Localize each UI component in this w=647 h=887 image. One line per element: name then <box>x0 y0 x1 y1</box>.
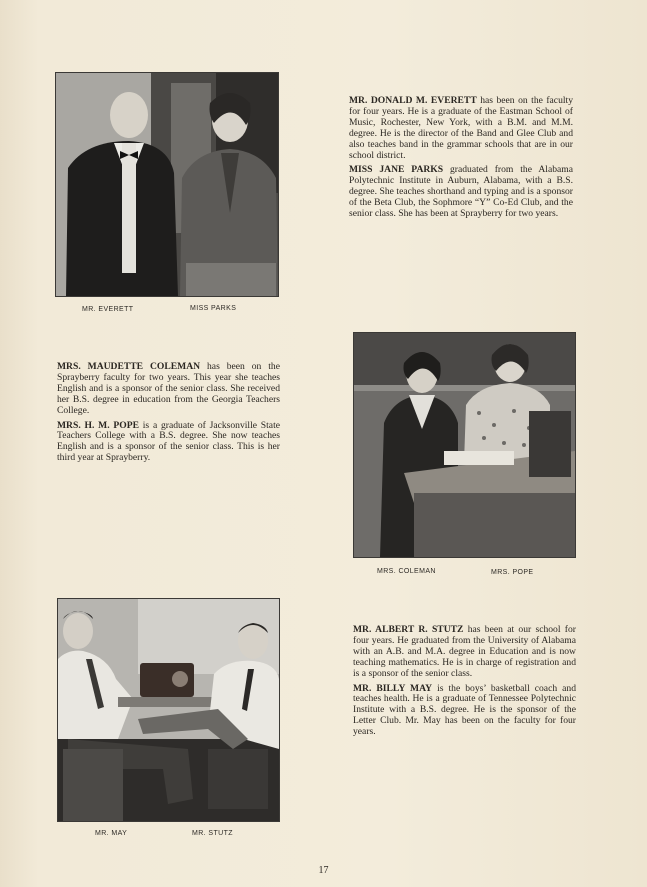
page-number: 17 <box>318 865 329 876</box>
bio-stutz-text: has been at our school for four years. He graduated from the University of Alabama with an A.B. and M.A. degree in Education and is now teaching mathematics. He is in charge of registration and is a sponsor of the senior class. <box>353 624 576 679</box>
bio-parks-text: graduated from the Alabama Polytechnic Institute in Auburn, Alabama, with a B.S. degree. She teaches shorthand and typing and is a sponsor of the Beta Club, the Sophmore “Y” Co-Ed Club, and the senior class. She has been at Sprayberry for two years. <box>349 164 573 220</box>
bio-coleman <box>57 362 280 417</box>
bio-stutz-name: MR. ALBERT R. STUTZ <box>353 624 464 635</box>
bio-pope-text: is a graduate of Jacksonville State Teachers College with a B.S. degree. She now teaches English and is a sponsor of the senior class. This is her third year at Sprayberry. <box>57 419 280 464</box>
bio-pope <box>57 421 280 465</box>
caption-everett: MR. EVERETT <box>82 306 134 313</box>
photo-may-stutz <box>57 598 280 822</box>
photo-everett-parks <box>55 72 279 297</box>
bio-everett-name: MR. DONALD M. EVERETT <box>349 95 477 106</box>
bio-parks-name: MISS JANE PARKS <box>349 164 444 176</box>
caption-parks: MISS PARKS <box>190 305 237 312</box>
bio-block-coleman-pope <box>57 362 280 468</box>
bio-coleman-text: has been on the Sprayberry faculty for two years. This year she teaches English and is a sponsor of the senior class. She received her B.S. degree in education from the Georgia Teachers College. <box>57 361 280 416</box>
bio-may-name: MR. BILLY MAY <box>353 682 433 694</box>
bio-parks <box>349 165 573 220</box>
bio-coleman-name: MRS. MAUDETTE COLEMAN <box>57 361 201 372</box>
caption-stutz: MR. STUTZ <box>192 830 233 837</box>
photo-coleman-pope <box>353 332 576 558</box>
bio-everett <box>349 96 573 161</box>
bio-block-everett-parks <box>349 96 573 224</box>
caption-coleman: MRS. COLEMAN <box>377 568 436 575</box>
caption-may: MR. MAY <box>95 830 128 837</box>
bio-pope-name: MRS. H. M. POPE <box>57 419 139 431</box>
bio-block-stutz-may <box>353 625 576 742</box>
bio-stutz <box>353 625 576 680</box>
bio-may-text: is the boys’ basketball coach and teaches health. He is a graduate of Tennessee Polytechnic Institute with a B.S. degree. He is the sponsor of the Letter Club. Mr. May has been on the faculty for four years. <box>353 682 576 738</box>
caption-pope: MRS. POPE <box>491 569 534 576</box>
bio-everett-text: has been on the faculty for four years. He is a graduate of the Eastman School of Music, Rochester, New York, with a B.M. and M.M. degree. He is the director of the Band and Glee Club and also teaches band in the grammar schools that are in our school district. <box>349 95 573 161</box>
bio-may <box>353 684 576 739</box>
